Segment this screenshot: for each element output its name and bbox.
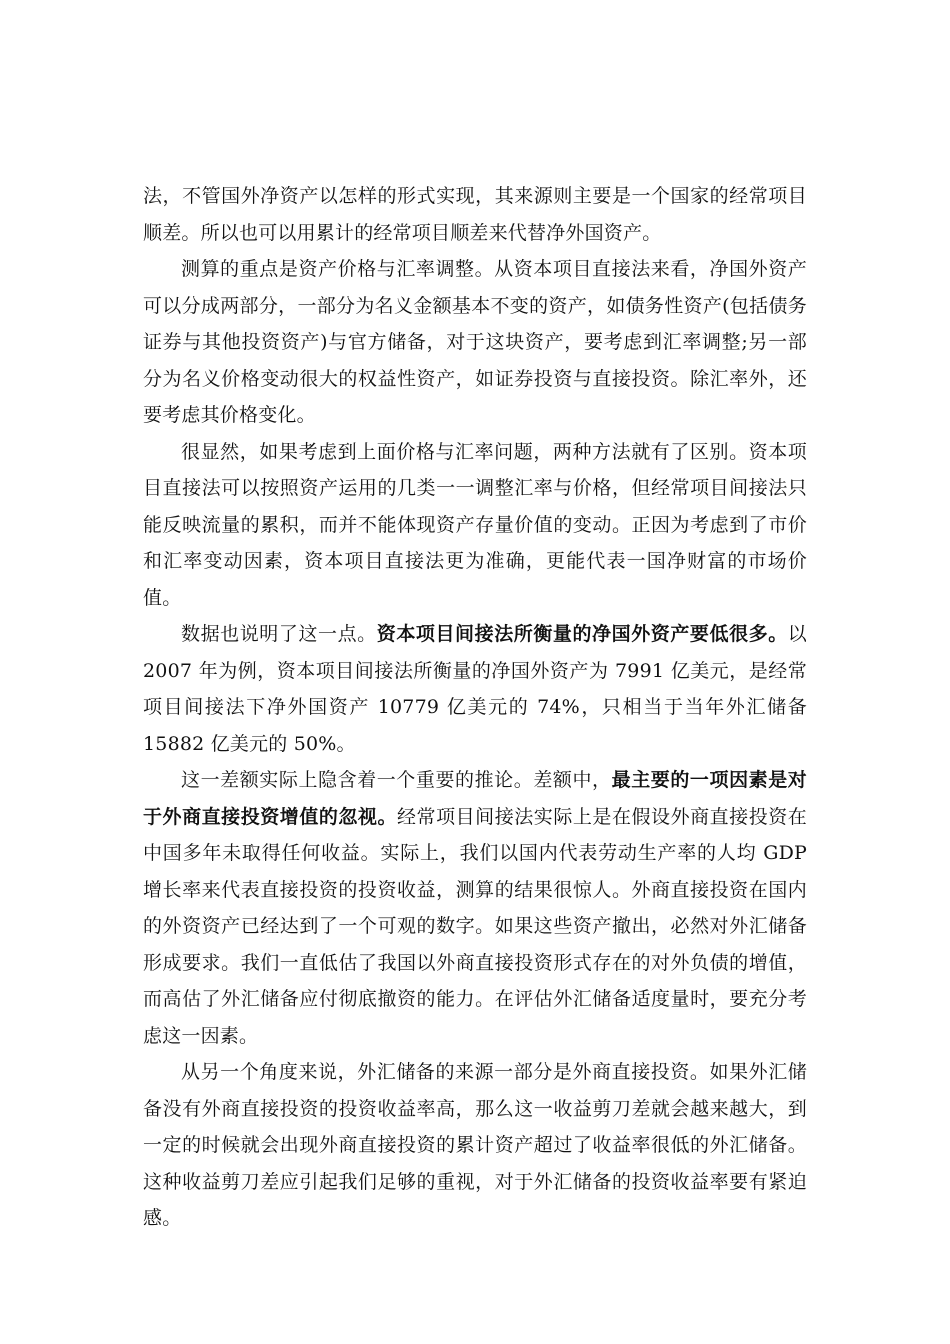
paragraph-2-text: 测算的重点是资产价格与汇率调整。从资本项目直接法来看，净国外资产可以分成两部分，一部分为名义金额基本不变的资产，如债务性资产(包括债务证券与其他投资资产)与官方储备，对于这块资产，要考虑到汇率调整;另一部分为名义价格变动很大的权益性资产，如证券投资与直接投资。除汇率外，还要考虑其价格变化。 bbox=[143, 258, 807, 426]
paragraph-3 bbox=[143, 434, 807, 617]
paragraph-1-text: 法，不管国外净资产以怎样的形式实现，其来源则主要是一个国家的经常项目顺差。所以也可以用累计的经常项目顺差来代替净外国资产。 bbox=[143, 185, 807, 244]
paragraph-5-text-end: 经常项目间接法实际上是在假设外商直接投资在中国多年未取得任何收益。实际上，我们以国内代表劳动生产率的人均 GDP 增长率来代表直接投资的投资收益，测算的结果很惊人。外商直接投资在国内的外资资产已经达到了一个可观的数字。如果这些资产撤出，必然对外汇储备形成要求。我们一直低估了我国以外商直接投资形式存在的对外负债的增值，而高估了外汇储备应付彻底撤资的能力。在评估外汇储备适度量时，要充分考虑这一因素。 bbox=[143, 805, 807, 1047]
paragraph-3-text: 很显然，如果考虑到上面价格与汇率问题，两种方法就有了区别。资本项目直接法可以按照资产运用的几类一一调整汇率与价格，但经常项目间接法只能反映流量的累积，而并不能体现资产存量价值的变动。正因为考虑到了市价和汇率变动因素，资本项目直接法更为准确，更能代表一国净财富的市场价值。 bbox=[143, 440, 807, 609]
paragraph-5-bold-emphasis: 最主要的一项因素是对于外商直接投资增值的忽视。 bbox=[143, 769, 807, 828]
paragraph-4-text-start: 数据也说明了这一点。 bbox=[181, 623, 377, 645]
paragraph-5 bbox=[143, 762, 807, 1054]
paragraph-5-text-start: 这一差额实际上隐含着一个重要的推论。差额中， bbox=[181, 769, 612, 791]
paragraph-4-bold-emphasis: 资本项目间接法所衡量的净国外资产要低很多。 bbox=[376, 623, 788, 645]
paragraph-6-text: 从另一个角度来说，外汇储备的来源一部分是外商直接投资。如果外汇储备没有外商直接投资的投资收益率高，那么这一收益剪刀差就会越来越大，到一定的时候就会出现外商直接投资的累计资产超过了收益率很低的外汇储备。这种收益剪刀差应引起我们足够的重视，对于外汇储备的投资收益率要有紧迫感。 bbox=[143, 1061, 807, 1229]
paragraph-1 bbox=[143, 178, 807, 251]
paragraph-2 bbox=[143, 251, 807, 434]
paragraph-4 bbox=[143, 616, 807, 762]
paragraph-4-text-end: 以 2007 年为例，资本项目间接法所衡量的净国外资产为 7991 亿美元，是经常项目间接法下净外国资产 10779 亿美元的 74%，只相当于当年外汇储备 15882 亿美元的 50%。 bbox=[143, 623, 807, 755]
document-body bbox=[143, 178, 807, 1237]
paragraph-6 bbox=[143, 1054, 807, 1237]
